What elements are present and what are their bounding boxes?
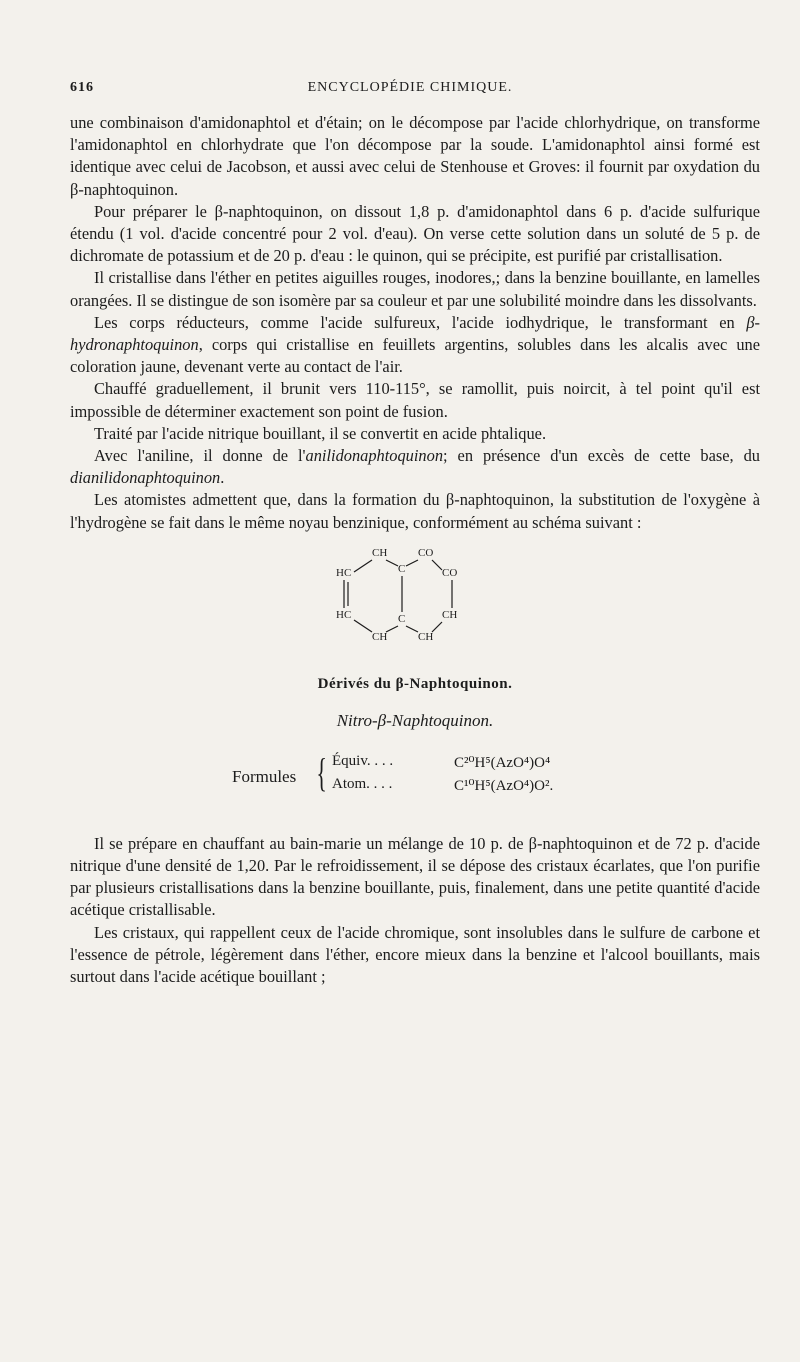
p4-after: , corps qui cristallise en feuillets argentins, solubles dans les alcalis avec une coloration jaune, devenant verte au contact de l'air.	[70, 335, 760, 377]
paragraph-6: Traité par l'acide nitrique bouillant, il se convertit en acide phtalique.	[94, 423, 547, 443]
schema-center-top: C	[398, 562, 406, 575]
formulas-block	[70, 749, 760, 807]
atom-label: Atom. . . .	[332, 775, 393, 792]
atom-value: C¹⁰H⁵(AzO⁴)O².	[454, 777, 554, 794]
equiv-label: Équiv. . . .	[332, 752, 394, 769]
schema-center-bottom: C	[398, 612, 406, 625]
schema-mid-right-top: CO	[442, 566, 458, 579]
p7-middle: ; en présence d'un excès de cette base, du	[443, 446, 761, 466]
section-title: Dérivés du β-Naphtoquinon.	[317, 675, 513, 692]
p4-italic: β-hydronaphtoquinon	[70, 312, 760, 355]
schema-mid-right-bottom: CH	[442, 608, 458, 621]
schema-mid-left-top: HC	[336, 566, 352, 579]
paragraph-7	[70, 445, 760, 489]
page-number: 616	[70, 80, 94, 95]
page-header	[70, 80, 750, 102]
p7-before: Avec l'aniline, il donne de l'	[94, 446, 306, 466]
paragraph-3: Il cristallise dans l'éther en petites aiguilles rouges, inodores,; dans la benzine bouillante, en lamelles orangées. Il se distingue de son isomère par sa couleur et par une solubilité moindre dans les dissolvants.	[70, 268, 760, 310]
equiv-value: C²⁰H⁵(AzO⁴)O⁴	[454, 754, 551, 771]
p7-italic-2: dianilidonaphtoquinon	[70, 468, 221, 488]
paragraph-1: une combinaison d'amidonaphtol et d'étain; on le décompose par l'acide chlorhydrique, on transforme l'amidonaphtol en chlorhydrate que l'on décompose par la soude. L'amidonaphtol ainsi formé est identique avec celui de Jacobson, et aussi avec celui de Stenhouse et Groves: il fournit par oxydation du β-naphtoquinon.	[70, 113, 760, 199]
p7-after: .	[220, 468, 225, 488]
subtitle: Nitro-β-Naphtoquinon.	[336, 710, 494, 730]
formulas-label: Formules	[232, 766, 297, 786]
paragraph-8: Les atomistes admettent que, dans la formation du β-naphtoquinon, la substitution de l'oxygène à l'hydrogène se fait dans le même noyau benzinique, conformément au schéma suivant :	[70, 490, 760, 532]
paragraph-2: Pour préparer le β-naphtoquinon, on dissout 1,8 p. d'amidonaphtol dans 6 p. d'acide sulfurique étendu (1 vol. d'acide concentré pour 2 vol. d'eau). On verse cette solution dans un soluté de 5 p. de dichromate de potassium et de 20 p. d'eau : le quinon, qui se précipite, est purifié par cristallisation.	[70, 201, 760, 266]
paragraph-10: Les cristaux, qui rappellent ceux de l'acide chromique, sont insolubles dans le sulfure de carbone et l'essence de pétrole, légèrement dans l'éther, encore mieux dans la benzine et l'alcool bouillants, mais surtout dans l'acide acétique bouillant ;	[70, 922, 760, 987]
paragraph-4	[70, 312, 760, 379]
running-title: ENCYCLOPÉDIE CHIMIQUE.	[307, 80, 513, 95]
schema-top-right: CO	[418, 546, 434, 559]
paragraph-5: Chauffé graduellement, il brunit vers 110-115°, se ramollit, puis noircit, à tel point qu'il est impossible de déterminer exactement son point de fusion.	[70, 379, 760, 421]
structural-formula	[70, 542, 760, 652]
naphthoquinone-schema	[332, 542, 512, 652]
p7-italic-1: anilidonaphtoquinon	[305, 446, 444, 466]
schema-bottom-left: CH	[372, 630, 388, 643]
schema-top-left: CH	[372, 546, 388, 559]
p4-before: Les corps réducteurs, comme l'acide sulfureux, l'acide iodhydrique, le transformant en	[94, 312, 747, 332]
brace-icon: {	[316, 749, 327, 795]
schema-mid-left-bottom: HC	[336, 608, 352, 621]
paragraph-9: Il se prépare en chauffant au bain-marie un mélange de 10 p. de β-naphtoquinon et de 72 p. d'acide nitrique d'une densité de 1,20. Par le refroidissement, il se dépose des cristaux écarlates, que l'on purifie par plusieurs cristallisations dans la benzine bouillante, puis, finalement, dans une petite quantité d'acide acétique cristallisable.	[70, 833, 760, 920]
page-body	[70, 112, 760, 988]
schema-bottom-right: CH	[418, 630, 434, 643]
